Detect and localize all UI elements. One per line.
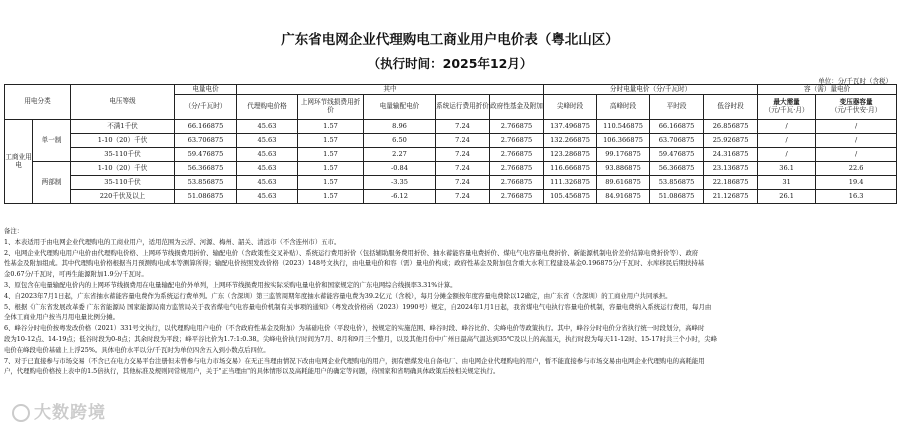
cell-energy-price: 56.366875 [175,162,237,176]
cell-gov-fund: 2.766875 [490,176,544,190]
cell-energy-price: 63.706875 [175,134,237,148]
cell-max-demand: / [758,120,816,134]
cell-transmission: 2.27 [364,148,436,162]
cell-gov-fund: 2.766875 [490,134,544,148]
cell-transformer: 19.4 [816,176,897,190]
cell-grid-loss: 1.57 [298,134,364,148]
header-peak: 高峰时段 [597,95,650,120]
page-title: 广东省电网企业代理购电工商业用户电价表（粤北山区） [281,32,619,48]
cell-system-op: 7.24 [436,134,490,148]
cell-proxy-price: 45.63 [237,190,298,204]
cell-gov-fund: 2.766875 [490,148,544,162]
cell-proxy-price: 45.63 [237,120,298,134]
cell-max-demand: 36.1 [758,162,816,176]
cell-grid-loss: 1.57 [298,148,364,162]
cell-proxy-price: 45.63 [237,176,298,190]
cell-voltage: 不满1千伏 [71,120,175,134]
note-line: 电价在峰段电价基础上上浮25%。具体电价水平以分/千瓦时为单位四舍五入到小数点后四位。 [4,345,270,354]
cell-voltage: 35-110千伏 [71,148,175,162]
cell-voltage: 1-10（20）千伏 [71,162,175,176]
cell-valley: 24.316875 [704,148,758,162]
cell-grid-loss: 1.57 [298,176,364,190]
header-energy-price-unit: （分/千瓦时） [175,95,237,120]
cell-max-demand: / [758,134,816,148]
header-transmission: 电量输配电价 [364,95,436,120]
table-row [5,176,897,190]
cell-grid-loss: 1.57 [298,190,364,204]
cell-proxy-price: 45.63 [237,148,298,162]
watermark-logo-icon [12,404,30,422]
header-capacity-group: 容（需）量电价 [758,85,897,95]
cell-valley: 23.136875 [704,162,758,176]
cell-system-op: 7.24 [436,162,490,176]
cell-energy-price: 66.166875 [175,120,237,134]
cell-flat: 53.856875 [650,176,704,190]
cell-grid-loss: 1.57 [298,120,364,134]
cell-flat: 63.706875 [650,134,704,148]
cell-voltage: 1-10（20）千伏 [71,134,175,148]
note-line: 段为10-12点、14-19点；低谷时段为0-8点；其余时段为平段；峰平谷比价为1.7:1:0.38。尖峰电价执行时间为7月、8月和9月三个整月，以及其他月份中广州日最高气温达到35℃及以上的高温天，执行时段为每天11-12时、15-17时共三个小时，尖峰 [4,334,717,343]
header-transformer [816,95,897,120]
cell-transformer: 22.6 [816,162,897,176]
header-tou-group: 分时电量电价（分/千瓦时） [544,85,758,95]
header-peak-sharp: 尖峰时段 [544,95,597,120]
header-system-op: 系统运行费用折价 [436,95,490,120]
unit-label: 单位：分/千瓦时（含税） [818,77,892,85]
cell-peak: 99.176875 [597,148,650,162]
cell-peak: 106.366875 [597,134,650,148]
cell-peak: 93.886875 [597,162,650,176]
cell-system-op: 7.24 [436,176,490,190]
cell-transmission: -0.84 [364,162,436,176]
cell-energy-price: 53.856875 [175,176,237,190]
header-max-demand-unit: （元/千瓦·月） [764,106,809,114]
cell-flat: 66.166875 [650,120,704,134]
note-line: 7、对于已直接参与市场交易（不含已在电力交易平台注册但未曾参与电力市场交易）在无正当理由情况下改由电网企业代理购电的用户，拥有燃煤发电自备电厂、由电网企业代理购电的用户，暂不能直接参与市场交易由电网企业代理购电的高耗能用 [4,356,705,365]
category-main: 工商业用电 [5,120,33,204]
cell-system-op: 7.24 [436,148,490,162]
cell-max-demand: 31 [758,176,816,190]
header-gov-fund: 政府性基金及附加 [490,95,544,120]
cell-gov-fund: 2.766875 [490,162,544,176]
header-valley: 低谷时段 [704,95,758,120]
watermark [12,398,106,423]
watermark-text: 大数跨境 [34,403,106,423]
cell-transmission: -3.35 [364,176,436,190]
cell-peak-sharp: 137.496875 [544,120,597,134]
header-grid-loss: 上网环节线损费用折价 [298,95,364,120]
cell-transmission: 6.50 [364,134,436,148]
table-row [5,190,897,204]
note-line: 2、电网企业代理购电用户电价由代理购电价格、上网环节线损费用折价、输配电价（含政策性交叉补贴）、系统运行费用折价（包括辅助服务费用折价、抽水蓄能容量电费折价、煤电气电容量电费折价、新能源机制电价差价结算电费折价等）、政府 [4,248,699,257]
cell-voltage: 35-110千伏 [71,176,175,190]
cell-peak-sharp: 132.266875 [544,134,597,148]
note-line: 5、根据《广东省发展改革委 广东省能源局 国家能源局南方监管局关于我省煤电气电容量电价机制有关事项的通知》（粤发改价格函（2023）1990号）规定，自2024年1月1日起，我省煤电气电执行容量电价机制，容量电费纳入系统运行费用，每月由 [4,302,712,311]
table-row [5,148,897,162]
cell-transmission: 8.96 [364,120,436,134]
cell-valley: 25.926875 [704,134,758,148]
table-row [5,134,897,148]
note-line: 全体工商业用户按当月用电量比例分摊。 [4,313,120,322]
cell-max-demand: 26.1 [758,190,816,204]
note-line: 6、峰谷分时电价按粤发改价格（2021）331号文执行，以代理购电用户电价（不含政府性基金及附加）为基础电价（平段电价），按规定的实施范围、峰谷时段、峰谷比价、尖峰电价等政策执行。其中，峰谷分时电价分省执行统一时段划分，高峰时 [4,324,705,333]
cell-max-demand: / [758,148,816,162]
header-max-demand-label: 最大需量 [773,98,800,107]
header-flat: 平时段 [650,95,704,120]
note-line: 户，代理购电价格按上表中的1.5倍执行，其他标准及规则同常规用户，关于"正当理由"的具体情形以及高耗能用户的确定等问题，待国家和省明确具体政策后按相关规定执行。 [4,367,500,376]
cell-transformer: / [816,148,897,162]
category-single: 单一制 [33,120,71,162]
cell-gov-fund: 2.766875 [490,190,544,204]
cell-gov-fund: 2.766875 [490,120,544,134]
header-category: 用电分类 [5,85,71,120]
note-line: 性基金及附加组成。其中代理购电价格根据当月预测购电成本等测算所得；输配电价按照发改价格（2023）148号文执行，由电量电价和容（需）量电价构成；政府性基金及附加包含重大水利工程建设基金0.196875分/千瓦时、水库移民后期扶持基 [4,259,705,268]
cell-proxy-price: 45.63 [237,134,298,148]
cell-valley: 22.186875 [704,176,758,190]
cell-grid-loss: 1.57 [298,162,364,176]
cell-energy-price: 51.086875 [175,190,237,204]
cell-transformer: / [816,120,897,134]
cell-transformer: 16.3 [816,190,897,204]
header-transformer-label: 变压器容量 [839,98,873,107]
header-transformer-unit: （元/千伏安·月） [830,106,882,114]
cell-peak: 84.916875 [597,190,650,204]
cell-peak-sharp: 123.286875 [544,148,597,162]
note-line: 备注： [4,227,24,235]
header-max-demand [758,95,816,120]
table-row [5,162,897,176]
cell-system-op: 7.24 [436,120,490,134]
cell-transformer: / [816,134,897,148]
note-line: 1、本表适用于由电网企业代理购电的工商业用户，适用范围为云浮、河源、梅州、韶关、清远市（不含连州市）五市。 [4,237,341,246]
cell-peak-sharp: 116.666875 [544,162,597,176]
note-line: 金0.67分/千瓦时，可再生能源附加1.9分/千瓦时。 [4,270,148,279]
header-voltage: 电压等级 [71,85,175,120]
category-two-part: 两部制 [33,162,71,204]
cell-peak-sharp: 111.326875 [544,176,597,190]
header-of-which: 其中 [237,85,544,95]
cell-transmission: -6.12 [364,190,436,204]
cell-flat: 59.476875 [650,148,704,162]
page-subtitle: （执行时间：2025年12月） [367,56,533,71]
note-line: 3、原包含在电量输配电价内的上网环节线损费用在电量输配电价外单列，上网环节线损费用按实际采购电量电价和国家规定的广东电网综合线损率3.31%计算。 [4,280,457,289]
cell-peak-sharp: 105.456875 [544,190,597,204]
header-energy-price: 电量电价 [175,85,237,95]
note-line: 4、自2023年7月1日起，广东省抽水蓄能容量电费作为系统运行费单列。广东（含深圳）第三监管周期年度抽水蓄能容量电费为39.2亿元（含税），每月分摊金额按年度容量电费除以12确定，由广东省（含深圳）的工商业用户共同承担。 [4,291,672,300]
cell-energy-price: 59.476875 [175,148,237,162]
price-table [4,84,897,204]
cell-valley: 26.856875 [704,120,758,134]
cell-valley: 21.126875 [704,190,758,204]
table-row [5,120,897,134]
cell-flat: 56.366875 [650,162,704,176]
cell-system-op: 7.24 [436,190,490,204]
cell-peak: 110.546875 [597,120,650,134]
cell-flat: 51.086875 [650,190,704,204]
cell-voltage: 220千伏及以上 [71,190,175,204]
cell-proxy-price: 45.63 [237,162,298,176]
header-proxy-price: 代理购电价格 [237,95,298,120]
cell-peak: 89.616875 [597,176,650,190]
notes-section [4,226,896,377]
